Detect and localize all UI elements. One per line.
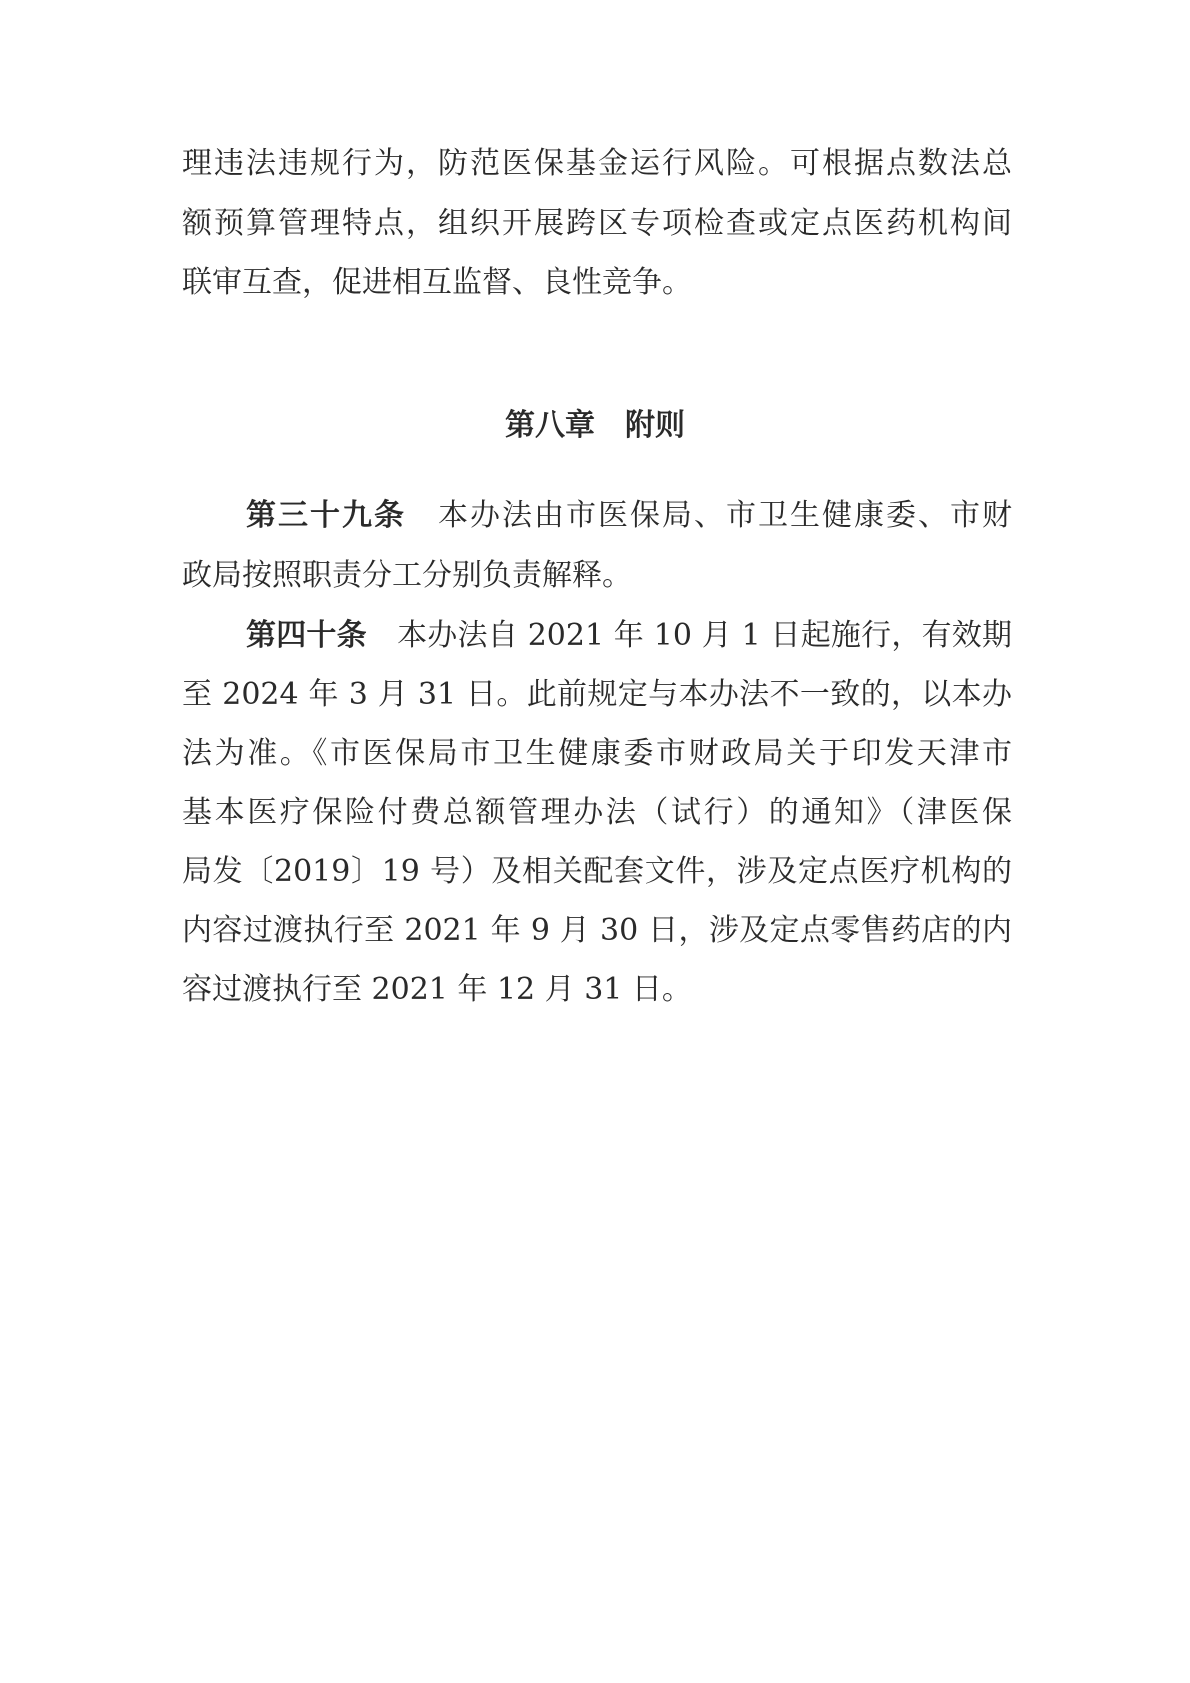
chapter-heading: 第八章 附则 (505, 408, 685, 443)
article-40-text: 本办法自 2021 年 10 月 1 日起施行，有效期 (396, 618, 1013, 653)
paragraph-line: 额预算管理特点，组织开展跨区专项检查或定点医药机构间 (182, 206, 1012, 241)
paragraph-line: 容过渡执行至 2021 年 12 月 31 日。 (182, 972, 692, 1007)
paragraph-line: 政局按照职责分工分别负责解释。 (182, 558, 632, 593)
paragraph-line: 联审互查，促进相互监督、良性竞争。 (182, 265, 692, 300)
paragraph-line: 至 2024 年 3 月 31 日。此前规定与本办法不一致的，以本办 (182, 677, 1012, 712)
article-39-first-line (246, 496, 1012, 536)
paragraph-line: 内容过渡执行至 2021 年 9 月 30 日，涉及定点零售药店的内 (182, 913, 1012, 948)
article-40-label: 第四十条 (246, 618, 367, 653)
paragraph-line: 理违法违规行为，防范医保基金运行风险。可根据点数法总 (182, 146, 1012, 181)
paragraph-line: 法为准。《市医保局市卫生健康委市财政局关于印发天津市 (182, 736, 1012, 771)
article-39-label: 第三十九条 (246, 498, 406, 533)
paragraph-line: 局发〔2019〕19 号）及相关配套文件，涉及定点医疗机构的 (182, 854, 1012, 889)
article-40-first-line (246, 616, 1012, 656)
article-39-text: 本办法由市医保局、市卫生健康委、市财 (436, 498, 1012, 533)
paragraph-line: 基本医疗保险付费总额管理办法（试行）的通知》（津医保 (182, 795, 1012, 830)
